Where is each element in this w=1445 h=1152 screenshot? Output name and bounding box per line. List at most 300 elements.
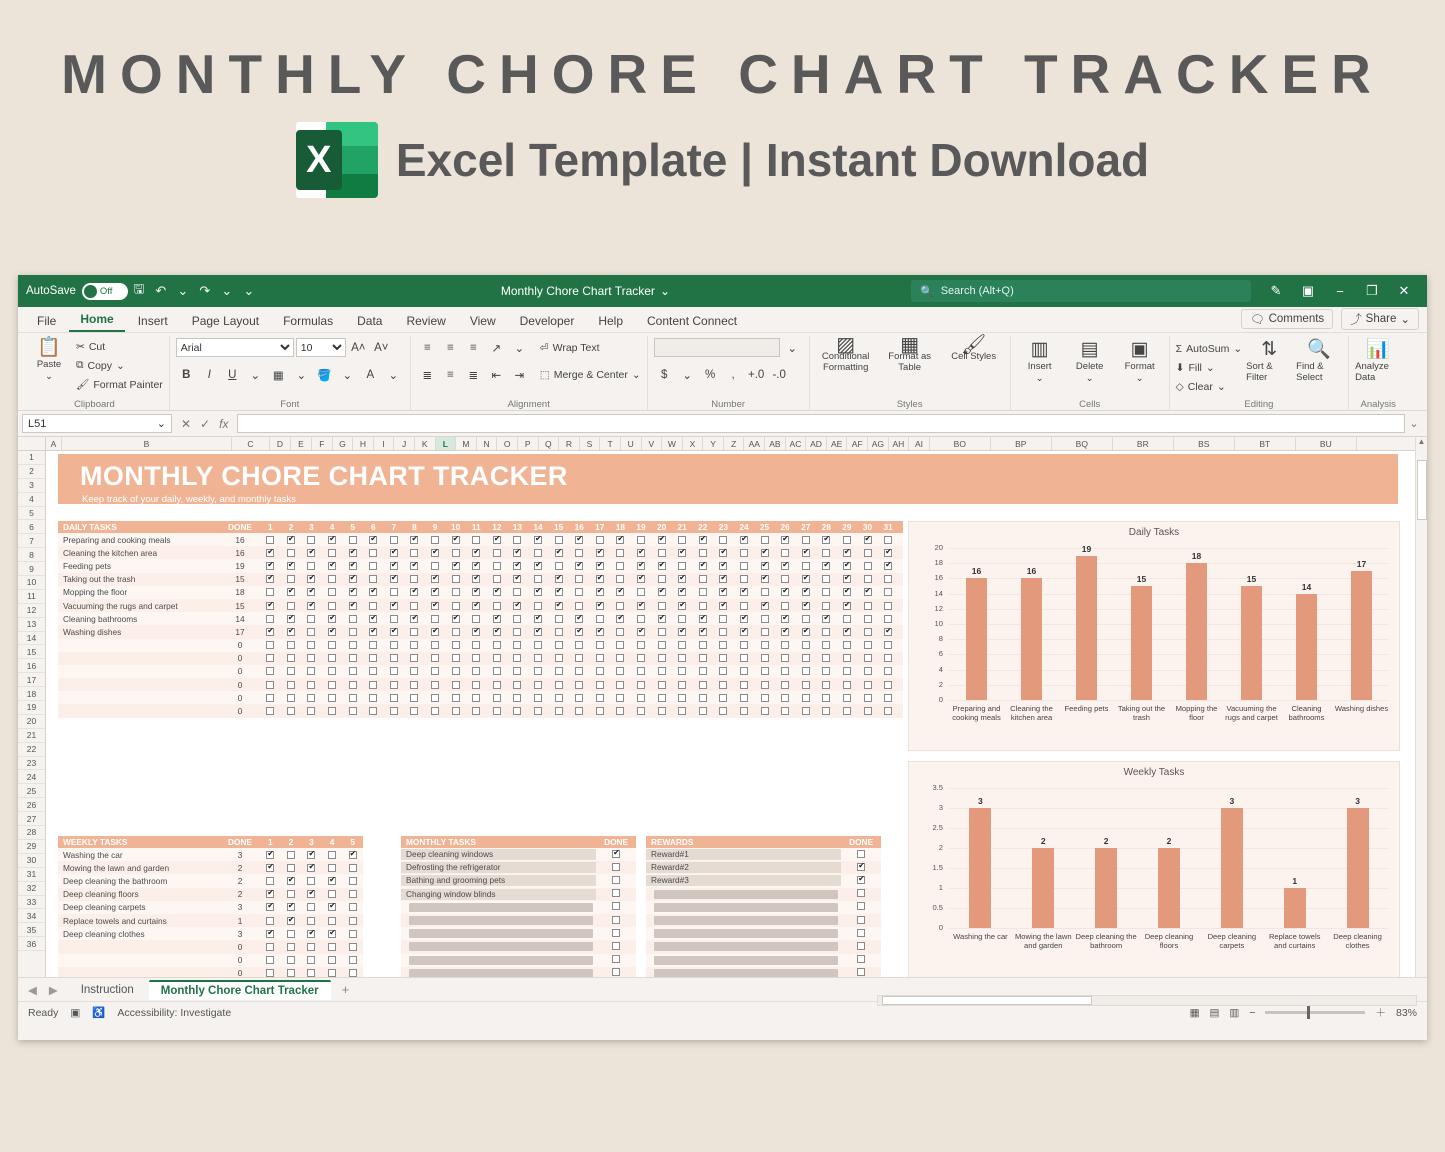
fill-button[interactable]: [1176, 359, 1243, 376]
format-as-table-button[interactable]: [880, 334, 940, 373]
checkbox-icon[interactable]: [555, 562, 563, 570]
checkbox-icon[interactable]: [410, 536, 418, 544]
table-row[interactable]: [646, 927, 881, 940]
checkbox-icon[interactable]: [616, 681, 624, 689]
task-name[interactable]: Bathing and grooming pets: [401, 875, 596, 886]
task-checkbox-cell[interactable]: [878, 536, 899, 544]
checkbox-icon[interactable]: [822, 562, 830, 570]
checkbox-icon[interactable]: [857, 876, 865, 884]
task-checkbox-cell[interactable]: [281, 969, 302, 977]
task-checkbox-cell[interactable]: [569, 602, 590, 610]
task-checkbox-cell[interactable]: [507, 562, 528, 570]
empty-task-placeholder[interactable]: [654, 942, 838, 951]
checkbox-icon[interactable]: [307, 707, 315, 715]
checkbox-icon[interactable]: [328, 864, 336, 872]
column-header-V[interactable]: V: [642, 437, 663, 450]
task-name[interactable]: Washing dishes: [63, 626, 122, 637]
checkbox-icon[interactable]: [349, 575, 357, 583]
task-checkbox-cell[interactable]: [596, 916, 636, 926]
task-checkbox-cell[interactable]: [837, 549, 858, 557]
row-header-34[interactable]: 34: [18, 909, 45, 923]
task-checkbox-cell[interactable]: [610, 641, 631, 649]
task-checkbox-cell[interactable]: [322, 694, 343, 702]
task-checkbox-cell[interactable]: [754, 562, 775, 570]
checkbox-icon[interactable]: [864, 575, 872, 583]
checkbox-icon[interactable]: [802, 588, 810, 596]
checkbox-icon[interactable]: [555, 575, 563, 583]
task-checkbox-cell[interactable]: [548, 588, 569, 596]
task-checkbox-cell[interactable]: [651, 667, 672, 675]
task-checkbox-cell[interactable]: [548, 641, 569, 649]
task-checkbox-cell[interactable]: [775, 681, 796, 689]
checkbox-icon[interactable]: [857, 902, 865, 910]
checkbox-icon[interactable]: [864, 602, 872, 610]
task-checkbox-cell[interactable]: [734, 536, 755, 544]
checkbox-icon[interactable]: [678, 694, 686, 702]
table-row[interactable]: [58, 625, 903, 638]
align-left-icon[interactable]: ≣: [422, 369, 433, 382]
task-checkbox-cell[interactable]: [713, 602, 734, 610]
checkbox-icon[interactable]: [719, 628, 727, 636]
checkbox-icon[interactable]: [431, 602, 439, 610]
autosum-button[interactable]: [1176, 340, 1243, 357]
tab-insert[interactable]: Insert: [137, 314, 168, 328]
task-checkbox-cell[interactable]: [507, 641, 528, 649]
checkbox-icon[interactable]: [452, 628, 460, 636]
table-row[interactable]: [646, 967, 881, 977]
checkbox-icon[interactable]: [884, 654, 892, 662]
checkbox-icon[interactable]: [781, 667, 789, 675]
task-checkbox-cell[interactable]: [445, 667, 466, 675]
checkbox-icon[interactable]: [390, 654, 398, 662]
checkbox-icon[interactable]: [431, 628, 439, 636]
table-row[interactable]: [58, 559, 903, 572]
checkbox-icon[interactable]: [431, 615, 439, 623]
task-checkbox-cell[interactable]: [775, 641, 796, 649]
task-checkbox-cell[interactable]: [857, 615, 878, 623]
task-checkbox-cell[interactable]: [631, 667, 652, 675]
task-checkbox-cell[interactable]: [692, 536, 713, 544]
checkbox-icon[interactable]: [431, 681, 439, 689]
checkbox-icon[interactable]: [740, 536, 748, 544]
checkbox-icon[interactable]: [410, 628, 418, 636]
task-checkbox-cell[interactable]: [569, 654, 590, 662]
task-checkbox-cell[interactable]: [404, 641, 425, 649]
task-checkbox-cell[interactable]: [692, 694, 713, 702]
task-checkbox-cell[interactable]: [672, 707, 693, 715]
fill-color-chevron-icon[interactable]: ⌄: [342, 369, 353, 382]
increase-decimal-button[interactable]: +.0: [748, 368, 765, 381]
task-checkbox-cell[interactable]: [260, 681, 281, 689]
checkbox-icon[interactable]: [287, 930, 295, 938]
task-checkbox-cell[interactable]: [281, 930, 302, 938]
checkbox-icon[interactable]: [349, 536, 357, 544]
weekly-tasks-table[interactable]: [58, 836, 363, 977]
table-row[interactable]: [58, 967, 363, 977]
column-header-BO[interactable]: BO: [930, 437, 991, 450]
record-macro-icon[interactable]: ▣: [70, 1006, 81, 1019]
task-checkbox-cell[interactable]: [487, 602, 508, 610]
checkbox-icon[interactable]: [390, 588, 398, 596]
task-checkbox-cell[interactable]: [342, 536, 363, 544]
task-checkbox-cell[interactable]: [692, 588, 713, 596]
font-color-icon[interactable]: A: [366, 368, 375, 381]
column-header-AC[interactable]: AC: [786, 437, 807, 450]
checkbox-icon[interactable]: [349, 851, 357, 859]
task-checkbox-cell[interactable]: [384, 628, 405, 636]
bold-button[interactable]: B: [182, 368, 191, 381]
checkbox-icon[interactable]: [349, 890, 357, 898]
column-header-AE[interactable]: AE: [827, 437, 848, 450]
task-checkbox-cell[interactable]: [631, 615, 652, 623]
checkbox-icon[interactable]: [349, 930, 357, 938]
checkbox-icon[interactable]: [843, 615, 851, 623]
checkbox-icon[interactable]: [369, 588, 377, 596]
checkbox-icon[interactable]: [596, 641, 604, 649]
autosave-toggle[interactable]: [82, 283, 128, 300]
checkbox-icon[interactable]: [637, 628, 645, 636]
task-checkbox-cell[interactable]: [713, 575, 734, 583]
task-checkbox-cell[interactable]: [672, 694, 693, 702]
checkbox-icon[interactable]: [307, 536, 315, 544]
checkbox-icon[interactable]: [555, 654, 563, 662]
checkbox-icon[interactable]: [596, 536, 604, 544]
fill-chevron-icon[interactable]: ⌄: [1205, 361, 1215, 374]
align-top-icon[interactable]: ≡: [423, 341, 431, 354]
task-checkbox-cell[interactable]: [857, 536, 878, 544]
format-cells-button[interactable]: [1117, 340, 1163, 384]
task-checkbox-cell[interactable]: [363, 628, 384, 636]
task-checkbox-cell[interactable]: [548, 615, 569, 623]
task-checkbox-cell[interactable]: [301, 930, 322, 938]
checkbox-icon[interactable]: [472, 694, 480, 702]
autosave-control[interactable]: [26, 283, 128, 300]
checkbox-icon[interactable]: [802, 536, 810, 544]
checkbox-icon[interactable]: [719, 536, 727, 544]
checkbox-icon[interactable]: [761, 628, 769, 636]
checkbox-icon[interactable]: [534, 628, 542, 636]
checkbox-icon[interactable]: [781, 654, 789, 662]
task-checkbox-cell[interactable]: [631, 575, 652, 583]
row-header-15[interactable]: 15: [18, 645, 45, 659]
task-checkbox-cell[interactable]: [857, 681, 878, 689]
checkbox-icon[interactable]: [822, 575, 830, 583]
task-checkbox-cell[interactable]: [301, 641, 322, 649]
column-header-AB[interactable]: AB: [765, 437, 786, 450]
task-checkbox-cell[interactable]: [466, 654, 487, 662]
checkbox-icon[interactable]: [781, 615, 789, 623]
sheet-tab-instruction[interactable]: Instruction: [80, 983, 134, 996]
task-checkbox-cell[interactable]: [384, 667, 405, 675]
checkbox-icon[interactable]: [410, 681, 418, 689]
weekly-tasks-chart[interactable]: [908, 761, 1400, 977]
task-checkbox-cell[interactable]: [878, 575, 899, 583]
checkbox-icon[interactable]: [699, 628, 707, 636]
checkbox-icon[interactable]: [493, 654, 501, 662]
checkbox-icon[interactable]: [637, 641, 645, 649]
task-checkbox-cell[interactable]: [841, 876, 881, 886]
checkbox-icon[interactable]: [637, 575, 645, 583]
checkbox-icon[interactable]: [307, 628, 315, 636]
checkbox-icon[interactable]: [699, 694, 707, 702]
task-checkbox-cell[interactable]: [569, 549, 590, 557]
checkbox-icon[interactable]: [616, 707, 624, 715]
row-header-32[interactable]: 32: [18, 882, 45, 896]
task-checkbox-cell[interactable]: [507, 615, 528, 623]
checkbox-icon[interactable]: [266, 851, 274, 859]
column-header-I[interactable]: I: [374, 437, 395, 450]
checkbox-icon[interactable]: [328, 890, 336, 898]
task-checkbox-cell[interactable]: [342, 615, 363, 623]
checkbox-icon[interactable]: [328, 615, 336, 623]
checkbox-icon[interactable]: [287, 602, 295, 610]
row-header-22[interactable]: 22: [18, 743, 45, 757]
empty-task-placeholder[interactable]: [654, 890, 838, 899]
task-checkbox-cell[interactable]: [857, 707, 878, 715]
task-checkbox-cell[interactable]: [672, 615, 693, 623]
task-checkbox-cell[interactable]: [466, 615, 487, 623]
checkbox-icon[interactable]: [328, 707, 336, 715]
checkbox-icon[interactable]: [678, 536, 686, 544]
checkbox-icon[interactable]: [328, 917, 336, 925]
task-checkbox-cell[interactable]: [672, 536, 693, 544]
task-checkbox-cell[interactable]: [322, 628, 343, 636]
checkbox-icon[interactable]: [612, 942, 620, 950]
checkbox-icon[interactable]: [266, 930, 274, 938]
checkbox-icon[interactable]: [884, 562, 892, 570]
task-checkbox-cell[interactable]: [322, 903, 343, 911]
checkbox-icon[interactable]: [349, 615, 357, 623]
checkbox-icon[interactable]: [575, 654, 583, 662]
checkbox-icon[interactable]: [472, 654, 480, 662]
underline-button[interactable]: U: [228, 368, 237, 381]
merge-chevron-icon[interactable]: ⌄: [631, 368, 641, 381]
tab-view[interactable]: View: [469, 314, 496, 328]
task-checkbox-cell[interactable]: [795, 667, 816, 675]
checkbox-icon[interactable]: [307, 694, 315, 702]
task-checkbox-cell[interactable]: [301, 877, 322, 885]
task-checkbox-cell[interactable]: [841, 850, 881, 860]
task-checkbox-cell[interactable]: [425, 667, 446, 675]
checkbox-icon[interactable]: [802, 694, 810, 702]
task-checkbox-cell[interactable]: [754, 694, 775, 702]
checkbox-icon[interactable]: [761, 575, 769, 583]
checkbox-icon[interactable]: [596, 628, 604, 636]
task-name[interactable]: [646, 928, 841, 939]
task-checkbox-cell[interactable]: [384, 654, 405, 662]
select-all-corner[interactable]: [18, 437, 46, 450]
checkbox-icon[interactable]: [307, 943, 315, 951]
checkbox-icon[interactable]: [884, 707, 892, 715]
number-format-select[interactable]: [654, 338, 780, 357]
zoom-slider-knob[interactable]: [1307, 1006, 1310, 1019]
checkbox-icon[interactable]: [678, 628, 686, 636]
task-checkbox-cell[interactable]: [692, 575, 713, 583]
checkbox-icon[interactable]: [266, 956, 274, 964]
task-checkbox-cell[interactable]: [528, 667, 549, 675]
table-row[interactable]: [58, 927, 363, 940]
task-name[interactable]: Defrosting the refrigerator: [401, 862, 596, 873]
task-checkbox-cell[interactable]: [734, 681, 755, 689]
checkbox-icon[interactable]: [637, 694, 645, 702]
task-checkbox-cell[interactable]: [795, 641, 816, 649]
column-header-K[interactable]: K: [415, 437, 436, 450]
checkbox-icon[interactable]: [307, 654, 315, 662]
task-checkbox-cell[interactable]: [775, 694, 796, 702]
checkbox-icon[interactable]: [307, 588, 315, 596]
search-input[interactable]: [911, 280, 1251, 302]
checkbox-icon[interactable]: [328, 943, 336, 951]
checkbox-icon[interactable]: [287, 654, 295, 662]
task-checkbox-cell[interactable]: [596, 968, 636, 977]
checkbox-icon[interactable]: [555, 588, 563, 596]
task-checkbox-cell[interactable]: [610, 707, 631, 715]
checkbox-icon[interactable]: [612, 929, 620, 937]
checkbox-icon[interactable]: [431, 654, 439, 662]
checkbox-icon[interactable]: [266, 536, 274, 544]
checkbox-icon[interactable]: [369, 694, 377, 702]
task-checkbox-cell[interactable]: [363, 536, 384, 544]
checkbox-icon[interactable]: [349, 864, 357, 872]
column-header-U[interactable]: U: [621, 437, 642, 450]
checkbox-icon[interactable]: [328, 549, 336, 557]
column-header-A[interactable]: A: [46, 437, 62, 450]
task-checkbox-cell[interactable]: [569, 641, 590, 649]
table-row[interactable]: [58, 678, 903, 691]
checkbox-icon[interactable]: [616, 536, 624, 544]
scroll-up-icon[interactable]: ▲: [1417, 437, 1426, 446]
task-checkbox-cell[interactable]: [281, 654, 302, 662]
task-checkbox-cell[interactable]: [775, 588, 796, 596]
formula-input[interactable]: [237, 414, 1405, 433]
checkbox-icon[interactable]: [612, 876, 620, 884]
task-checkbox-cell[interactable]: [878, 707, 899, 715]
table-row[interactable]: [401, 954, 636, 967]
checkbox-icon[interactable]: [864, 536, 872, 544]
task-checkbox-cell[interactable]: [528, 549, 549, 557]
task-checkbox-cell[interactable]: [837, 615, 858, 623]
task-checkbox-cell[interactable]: [363, 641, 384, 649]
task-checkbox-cell[interactable]: [631, 641, 652, 649]
row-header-7[interactable]: 7: [18, 534, 45, 548]
task-checkbox-cell[interactable]: [692, 667, 713, 675]
task-checkbox-cell[interactable]: [754, 707, 775, 715]
task-name[interactable]: [646, 902, 841, 913]
task-checkbox-cell[interactable]: [610, 575, 631, 583]
checkbox-icon[interactable]: [884, 694, 892, 702]
task-checkbox-cell[interactable]: [404, 562, 425, 570]
insert-function-icon[interactable]: fx: [219, 416, 229, 431]
checkbox-icon[interactable]: [266, 890, 274, 898]
checkbox-icon[interactable]: [781, 602, 789, 610]
task-checkbox-cell[interactable]: [425, 602, 446, 610]
task-checkbox-cell[interactable]: [466, 628, 487, 636]
task-checkbox-cell[interactable]: [528, 628, 549, 636]
task-checkbox-cell[interactable]: [507, 681, 528, 689]
task-checkbox-cell[interactable]: [301, 628, 322, 636]
task-checkbox-cell[interactable]: [713, 654, 734, 662]
checkbox-icon[interactable]: [390, 681, 398, 689]
task-checkbox-cell[interactable]: [734, 694, 755, 702]
task-checkbox-cell[interactable]: [301, 943, 322, 951]
checkbox-icon[interactable]: [658, 628, 666, 636]
task-checkbox-cell[interactable]: [342, 707, 363, 715]
checkbox-icon[interactable]: [287, 588, 295, 596]
table-row[interactable]: [401, 914, 636, 927]
task-checkbox-cell[interactable]: [841, 955, 881, 965]
column-header-L[interactable]: L: [436, 437, 457, 450]
task-checkbox-cell[interactable]: [795, 707, 816, 715]
task-checkbox-cell[interactable]: [281, 890, 302, 898]
task-checkbox-cell[interactable]: [301, 681, 322, 689]
checkbox-icon[interactable]: [596, 549, 604, 557]
task-checkbox-cell[interactable]: [816, 575, 837, 583]
checkbox-icon[interactable]: [452, 602, 460, 610]
borders-icon[interactable]: ▦: [272, 369, 284, 382]
task-checkbox-cell[interactable]: [445, 562, 466, 570]
task-checkbox-cell[interactable]: [301, 575, 322, 583]
checkbox-icon[interactable]: [857, 889, 865, 897]
align-bottom-icon[interactable]: ≡: [469, 341, 477, 354]
task-name[interactable]: Mopping the floor: [63, 587, 128, 598]
task-checkbox-cell[interactable]: [631, 681, 652, 689]
checkbox-icon[interactable]: [369, 575, 377, 583]
task-checkbox-cell[interactable]: [528, 615, 549, 623]
number-format-chevron-icon[interactable]: ⌄: [787, 342, 797, 355]
task-checkbox-cell[interactable]: [610, 588, 631, 596]
table-row[interactable]: [58, 546, 903, 559]
find-select-button[interactable]: [1296, 340, 1342, 383]
task-checkbox-cell[interactable]: [837, 588, 858, 596]
task-checkbox-cell[interactable]: [651, 707, 672, 715]
checkbox-icon[interactable]: [719, 667, 727, 675]
task-checkbox-cell[interactable]: [672, 562, 693, 570]
column-header-D[interactable]: D: [270, 437, 291, 450]
table-row[interactable]: [58, 888, 363, 901]
checkbox-icon[interactable]: [266, 654, 274, 662]
task-checkbox-cell[interactable]: [487, 654, 508, 662]
task-checkbox-cell[interactable]: [281, 681, 302, 689]
checkbox-icon[interactable]: [864, 588, 872, 596]
task-checkbox-cell[interactable]: [466, 588, 487, 596]
checkbox-icon[interactable]: [390, 602, 398, 610]
checkbox-icon[interactable]: [328, 667, 336, 675]
checkbox-icon[interactable]: [555, 536, 563, 544]
checkbox-icon[interactable]: [658, 707, 666, 715]
task-checkbox-cell[interactable]: [631, 602, 652, 610]
task-checkbox-cell[interactable]: [342, 877, 363, 885]
task-checkbox-cell[interactable]: [841, 942, 881, 952]
column-header-AD[interactable]: AD: [806, 437, 827, 450]
checkbox-icon[interactable]: [452, 549, 460, 557]
checkbox-icon[interactable]: [266, 549, 274, 557]
checkbox-icon[interactable]: [369, 707, 377, 715]
checkbox-icon[interactable]: [740, 667, 748, 675]
checkbox-icon[interactable]: [493, 707, 501, 715]
checkbox-icon[interactable]: [616, 588, 624, 596]
checkbox-icon[interactable]: [740, 575, 748, 583]
document-title[interactable]: [501, 284, 670, 298]
task-checkbox-cell[interactable]: [445, 654, 466, 662]
checkbox-icon[interactable]: [328, 694, 336, 702]
task-checkbox-cell[interactable]: [651, 536, 672, 544]
task-checkbox-cell[interactable]: [734, 549, 755, 557]
task-name[interactable]: [401, 955, 596, 966]
row-header-27[interactable]: 27: [18, 812, 45, 826]
task-checkbox-cell[interactable]: [569, 694, 590, 702]
tab-page-layout[interactable]: Page Layout: [191, 314, 260, 328]
table-row[interactable]: [646, 848, 881, 861]
